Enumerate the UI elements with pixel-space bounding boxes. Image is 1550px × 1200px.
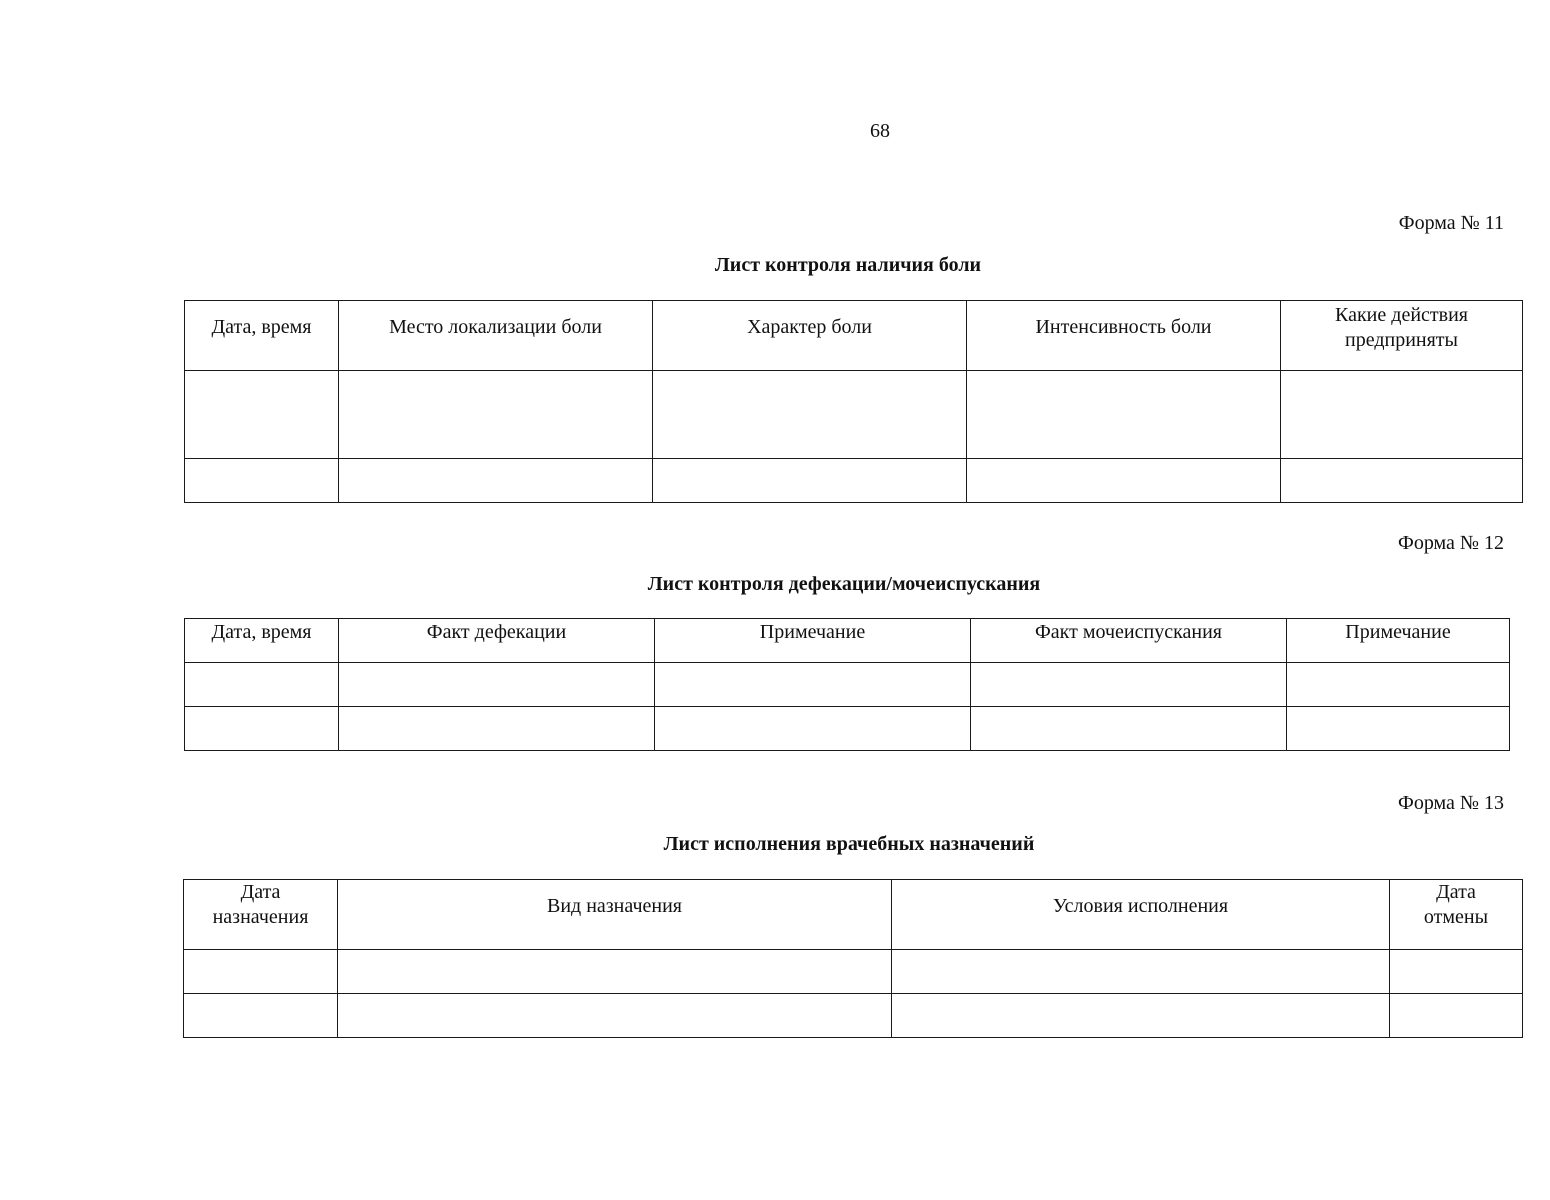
- table-cell[interactable]: [185, 707, 339, 751]
- table-cell[interactable]: [892, 994, 1390, 1038]
- table-cell[interactable]: [653, 459, 967, 503]
- header-note: Примечание: [655, 619, 971, 663]
- table-cell[interactable]: [655, 707, 971, 751]
- table-cell[interactable]: [967, 371, 1281, 459]
- table-cell[interactable]: [185, 371, 339, 459]
- table-cell[interactable]: [338, 950, 892, 994]
- table-cell[interactable]: [185, 663, 339, 707]
- table-row: [184, 994, 1523, 1038]
- table-cell[interactable]: [1287, 707, 1510, 751]
- form-13-title: Лист исполнения врачебных назначений: [663, 833, 1035, 855]
- header-actions-taken: Какие действия предприняты: [1281, 301, 1523, 371]
- table-row: [185, 371, 1523, 459]
- header-pain-intensity: Интенсивность боли: [967, 301, 1281, 371]
- header-note: Примечание: [1287, 619, 1510, 663]
- table-row: [185, 707, 1510, 751]
- page-number: 68: [870, 120, 890, 142]
- table-cell[interactable]: [184, 994, 338, 1038]
- table-cell[interactable]: [1281, 459, 1523, 503]
- table-row: [184, 950, 1523, 994]
- table-row: [185, 663, 1510, 707]
- table-cell[interactable]: [655, 663, 971, 707]
- table-row: [185, 459, 1523, 503]
- table-cell[interactable]: [1287, 663, 1510, 707]
- table-cell[interactable]: [967, 459, 1281, 503]
- header-date-time: Дата, время: [185, 619, 339, 663]
- table-cell[interactable]: [339, 663, 655, 707]
- header-order-date: Дата назначения: [184, 880, 338, 950]
- table-header-row: [185, 619, 1510, 663]
- table-cell[interactable]: [971, 663, 1287, 707]
- header-date-time: Дата, время: [185, 301, 339, 371]
- table-header-row: [185, 301, 1523, 371]
- form-11-label: Форма № 11: [1398, 212, 1504, 234]
- table-cell[interactable]: [339, 371, 653, 459]
- table-header-row: [184, 880, 1523, 950]
- table-cell[interactable]: [971, 707, 1287, 751]
- table-cell[interactable]: [653, 371, 967, 459]
- form-12-label: Форма № 12: [1398, 532, 1504, 554]
- form-12-title: Лист контроля дефекации/мочеиспускания: [647, 573, 1041, 595]
- table-cell[interactable]: [339, 459, 653, 503]
- defecation-urination-table: [184, 618, 1510, 751]
- header-order-type: Вид назначения: [338, 880, 892, 950]
- medical-orders-table: [183, 879, 1523, 1038]
- pain-control-table: [184, 300, 1523, 503]
- header-execution-conditions: Условия исполнения: [892, 880, 1390, 950]
- form-13-label: Форма № 13: [1398, 792, 1504, 814]
- header-urination-fact: Факт мочеиспускания: [971, 619, 1287, 663]
- table-cell[interactable]: [1390, 994, 1523, 1038]
- header-pain-character: Характер боли: [653, 301, 967, 371]
- header-cancel-date: Дата отмены: [1390, 880, 1523, 950]
- header-pain-location: Место локализации боли: [339, 301, 653, 371]
- header-defecation-fact: Факт дефекации: [339, 619, 655, 663]
- table-cell[interactable]: [892, 950, 1390, 994]
- table-cell[interactable]: [339, 707, 655, 751]
- table-cell[interactable]: [185, 459, 339, 503]
- table-cell[interactable]: [338, 994, 892, 1038]
- form-11-title: Лист контроля наличия боли: [714, 254, 982, 276]
- table-cell[interactable]: [1390, 950, 1523, 994]
- table-cell[interactable]: [1281, 371, 1523, 459]
- table-cell[interactable]: [184, 950, 338, 994]
